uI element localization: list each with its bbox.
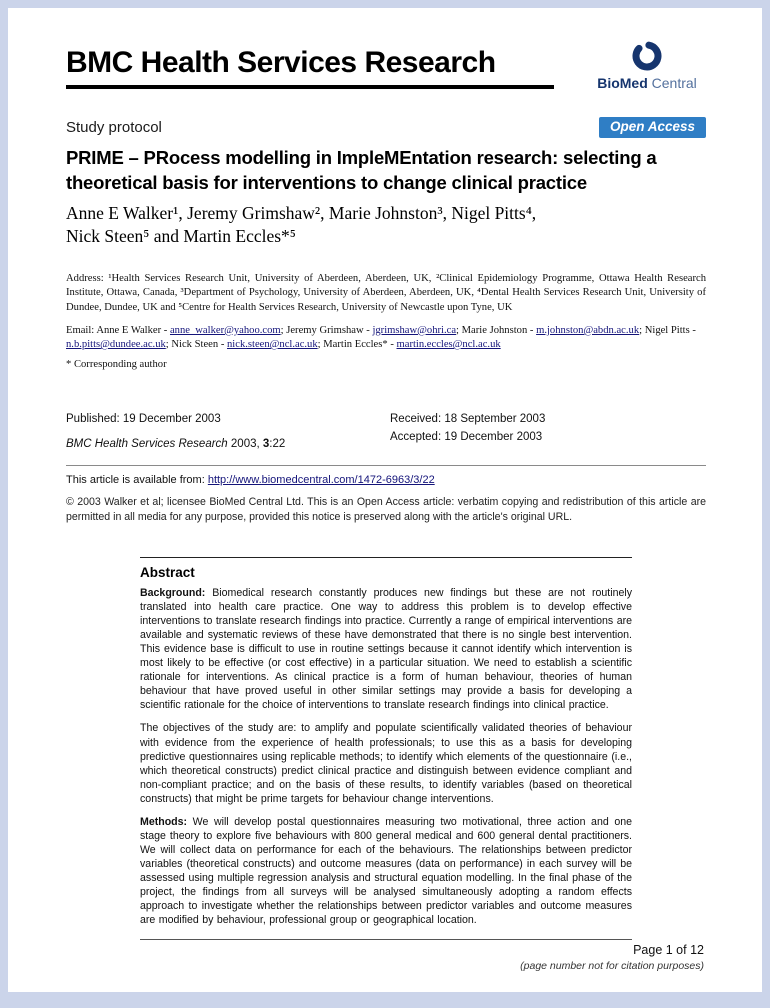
- abstract-methods-paragraph: [140, 815, 632, 928]
- page-number: Page 1 of 12: [633, 943, 704, 957]
- citation-line: [66, 437, 390, 453]
- address-block: Address: ¹Health Services Research Unit, University of Aberdeen, Aberdeen, UK, ²Clinical Epidemiology Programme, Ottawa Health Research Institute, Ottawa, Canada, ³Department of Psychology, University of Aberdeen, Aberdeen, UK, ⁴Dental Health Services Research Unit, University of Dundee, Dundee, UK and ⁵Centre for Health Services Research, University of Newcastle upon Tyne, UK: [66, 273, 706, 313]
- authors-line-1: Anne E Walker¹, Jeremy Grimshaw², Marie Johnston³, Nigel Pitts⁴,: [66, 202, 537, 223]
- article-title: PRIME – PRocess modelling in ImpleMEntation research: selecting a theoretical basis for interventions to change clinical practice: [66, 147, 657, 193]
- logo-central-label: Central: [647, 75, 697, 91]
- background-label: Background:: [140, 586, 206, 599]
- abstract-background-paragraph: [140, 586, 632, 713]
- masthead-rule: [66, 85, 554, 89]
- open-access-badge[interactable]: Open Access: [599, 117, 706, 138]
- accepted-date: Accepted: 19 December 2003: [390, 430, 543, 443]
- authors-line-2: Nick Steen⁵ and Martin Eccles*⁵: [66, 226, 296, 247]
- citation-year: 2003,: [227, 437, 263, 450]
- page-footer: [520, 943, 704, 972]
- abstract-section: [140, 557, 632, 940]
- available-from-label: This article is available from:: [66, 474, 208, 487]
- email-name: Nigel Pitts -: [644, 324, 696, 336]
- email-name: Martin Eccles* -: [323, 338, 397, 350]
- received-date: Received: 18 September 2003: [390, 413, 546, 426]
- journal-title: BMC Health Services Research: [66, 46, 496, 79]
- email-link[interactable]: jgrimshaw@ohri.ca: [372, 324, 457, 336]
- corresponding-author-note: * Corresponding author: [66, 359, 167, 371]
- article-url-link[interactable]: http://www.biomedcentral.com/1472-6963/3/22: [207, 474, 435, 487]
- citation-volume: 3: [262, 437, 270, 450]
- citation-journal: BMC Health Services Research: [66, 437, 228, 450]
- email-name: Jeremy Grimshaw -: [286, 324, 373, 336]
- email-link[interactable]: nick.steen@ncl.ac.uk: [227, 338, 318, 350]
- email-list: Anne E Walker - anne_walker@yahoo.com; Jeremy Grimshaw - jgrimshaw@ohri.ca; Marie Johnston - m.johnston@abdn.ac.uk; Nigel Pitts - n.b.pitts@dundee.ac.uk; Nick Steen - nick.steen@ncl.ac.uk; Martin Eccles* - martin.eccles@ncl.ac.uk: [66, 324, 696, 350]
- biomed-central-logo: [588, 38, 706, 91]
- citation-issue: :22: [269, 437, 286, 450]
- article-type-label: Study protocol: [66, 119, 162, 136]
- logo-biomed-label: BioMed: [597, 75, 648, 91]
- methods-label: Methods:: [140, 815, 188, 828]
- citation-note: (page number not for citation purposes): [520, 960, 704, 972]
- email-name: Nick Steen -: [171, 338, 227, 350]
- available-from-line: [66, 465, 706, 486]
- copyright-notice: © 2003 Walker et al; licensee BioMed Central Ltd. This is an Open Access article: verbatim copying and redistribution of this article are permitted in all media for any purpose, provided this notice is preserved along with the article's original URL.: [66, 496, 706, 523]
- masthead: [66, 38, 706, 91]
- email-line: [66, 324, 706, 352]
- publication-info-right: [390, 412, 545, 452]
- methods-text: We will develop postal questionnaires measuring two motivational, three action and one stage theory to explore five behaviours with 800 general medical and 600 general dental practitioners. We will collect data on performance for each of the behaviours. The relationships between predictor variables (theoretical constructs) and outcome measures (data on performance) in each survey will be assessed using multiple regression analysis and structural equation modelling. In the final phase of the project, the findings from all surveys will be analysed simultaneously adopting a random effects approach to investigate whether the relationships between predictor variables and outcome measures are modified by behaviour, professional group or geographical location.: [140, 815, 632, 927]
- authors-block: [66, 202, 706, 248]
- abstract-objectives-paragraph: The objectives of the study are: to amplify and populate scientifically validated theories of behaviour with evidence from the experience of health professionals; to use this as a basis for developing predictive questionnaires using replicable methods; to identify which elements of the questionnaire (i.e., which theoretical constructs) predict clinical practice and distinguish between evidence compliant and non-compliant practice; and on the basis of these results, to identify variables (based on theoretical constructs) that might be prime targets for behaviour change interventions.: [140, 722, 632, 805]
- published-date: Published: 19 December 2003: [66, 413, 221, 426]
- email-label: Email:: [66, 324, 97, 336]
- abstract-heading: Abstract: [140, 564, 195, 580]
- background-text: Biomedical research constantly produces new findings but these are not routinely translated into health care practice. One way to address this problem is to develop effective interventions to translate research findings into practice. Currently a range of empirical interventions are available and systematic reviews of these have demonstrated that there is no single best intervention. This evidence base is difficult to use in routine settings because it cannot identify which intervention is most likely to be effective (or cost effective) in a particular situation. We need to establish a scientific rationale for interventions. As clinical practice is a form of human behaviour, theories of human behaviour that have proved useful in other similar settings may provide a basis for developing a scientific rationale for the choice of interventions to translate research findings into clinical practice.: [140, 586, 632, 712]
- publication-info: [66, 412, 706, 452]
- masthead-left: [66, 38, 554, 89]
- email-link[interactable]: n.b.pitts@dundee.ac.uk: [66, 338, 166, 350]
- biomed-central-logo-icon: [588, 38, 706, 74]
- biomed-central-logo-text: [588, 75, 706, 91]
- article-page: [8, 8, 762, 992]
- protocol-row: [66, 117, 706, 138]
- publication-info-left: [66, 412, 390, 452]
- email-link[interactable]: anne_walker@yahoo.com: [169, 324, 281, 336]
- email-link[interactable]: m.johnston@abdn.ac.uk: [536, 324, 640, 336]
- email-name: Anne E Walker -: [96, 324, 170, 336]
- email-link[interactable]: martin.eccles@ncl.ac.uk: [396, 338, 501, 350]
- email-name: Marie Johnston -: [461, 324, 537, 336]
